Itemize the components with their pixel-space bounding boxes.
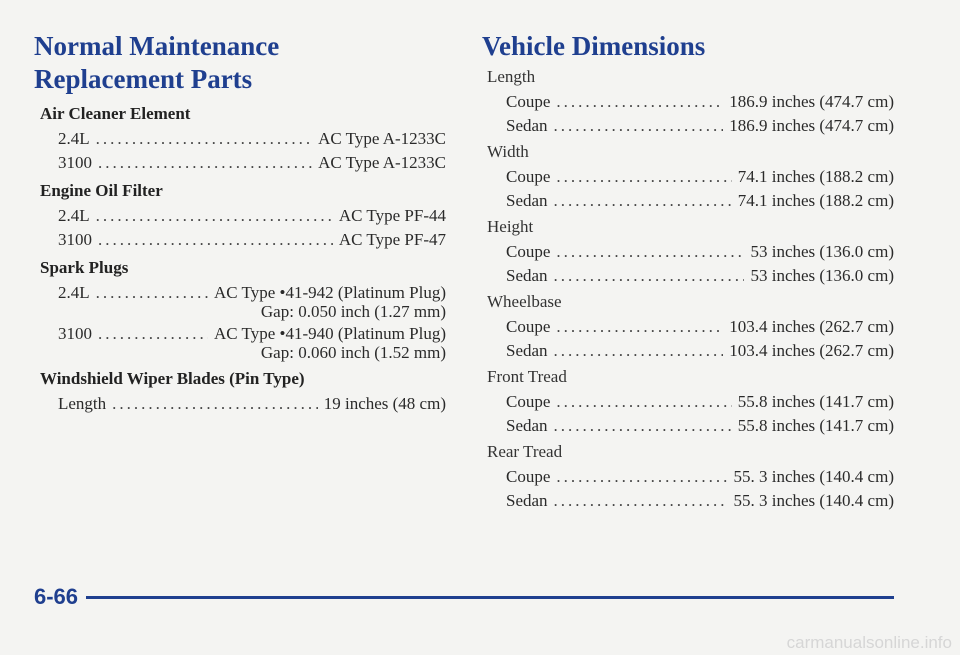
leader-dots (556, 165, 731, 189)
dimension-row-sedan (506, 339, 894, 363)
dimension-row-sedan (506, 264, 894, 288)
part-value: AC Type •41-940 (Platinum Plug) (213, 324, 446, 343)
dimension-row-sedan (506, 414, 894, 438)
oil-filter-heading: Engine Oil Filter (40, 181, 163, 200)
engine-label: 2.4L (58, 283, 90, 302)
part-value: AC Type •41-942 (Platinum Plug) (213, 283, 446, 302)
leader-dots (554, 339, 724, 363)
sedan-label: Sedan (506, 341, 548, 360)
dimension-heading: Width (487, 142, 529, 161)
spark-plug-gap: Gap: 0.060 inch (1.52 mm) (260, 343, 446, 362)
maintenance-title-line2: Replacement Parts (34, 64, 253, 94)
leader-dots (556, 315, 723, 339)
leader-dots (112, 392, 318, 416)
sedan-label: Sedan (506, 491, 548, 510)
part-value: AC Type A-1233C (318, 153, 446, 172)
dimension-row-coupe (506, 465, 894, 489)
dimension-row-coupe (506, 315, 894, 339)
leader-dots (96, 204, 333, 228)
leader-dots (556, 90, 723, 114)
watermark: carmanualsonline.info (786, 633, 952, 652)
dimensions-title: Vehicle Dimensions (482, 31, 706, 61)
dimension-row-coupe (506, 165, 894, 189)
wiper-blade-row (58, 392, 446, 416)
page-number: 6-66 (34, 584, 79, 609)
dimension-value: 55.8 inches (141.7 cm) (737, 416, 894, 435)
leader-dots (96, 281, 208, 305)
dimension-value: 74.1 inches (188.2 cm) (737, 191, 894, 210)
sedan-label: Sedan (506, 191, 548, 210)
footer-rule (86, 596, 894, 599)
leader-dots (98, 322, 208, 346)
maintenance-title-line1: Normal Maintenance (34, 31, 280, 61)
maintenance-title (34, 30, 454, 96)
leader-dots (556, 240, 744, 264)
dimension-row-sedan (506, 489, 894, 513)
dimension-value: 55. 3 inches (140.4 cm) (733, 467, 894, 486)
sedan-label: Sedan (506, 416, 548, 435)
page-footer (34, 584, 894, 610)
leader-dots (554, 489, 728, 513)
coupe-label: Coupe (506, 92, 551, 111)
parts-list (34, 104, 454, 416)
air-cleaner-row (58, 151, 446, 175)
dimensions-list (482, 67, 902, 513)
air-cleaner-heading: Air Cleaner Element (40, 104, 191, 123)
dimension-value: 55.8 inches (141.7 cm) (737, 392, 894, 411)
dimension-heading: Length (487, 67, 536, 86)
oil-filter-row (58, 204, 446, 228)
coupe-label: Coupe (506, 392, 551, 411)
dimension-row-coupe (506, 90, 894, 114)
dimension-heading: Rear Tread (487, 442, 563, 461)
dimension-value: 55. 3 inches (140.4 cm) (733, 491, 894, 510)
dimension-heading: Height (487, 217, 534, 236)
dimension-row-coupe (506, 240, 894, 264)
part-value: 19 inches (48 cm) (323, 394, 446, 413)
engine-label: 3100 (58, 153, 92, 172)
leader-dots (554, 264, 745, 288)
leader-dots (98, 151, 312, 175)
wiper-blades-heading: Windshield Wiper Blades (Pin Type) (40, 369, 305, 388)
vehicle-dimensions-column (482, 30, 902, 513)
coupe-label: Coupe (506, 242, 551, 261)
engine-label: 2.4L (58, 129, 90, 148)
dimension-heading: Wheelbase (487, 292, 562, 311)
engine-label: 3100 (58, 230, 92, 249)
dimension-value: 103.4 inches (262.7 cm) (729, 317, 894, 336)
dimension-value: 103.4 inches (262.7 cm) (729, 341, 894, 360)
oil-filter-row (58, 228, 446, 252)
leader-dots (96, 127, 312, 151)
spark-plugs-heading: Spark Plugs (40, 258, 129, 277)
leader-dots (554, 414, 732, 438)
spark-plug-gap: Gap: 0.050 inch (1.27 mm) (260, 302, 446, 321)
part-value: AC Type A-1233C (318, 129, 446, 148)
dimension-value: 53 inches (136.0 cm) (750, 266, 894, 285)
wiper-length-label: Length (58, 394, 107, 413)
dimension-row-sedan (506, 189, 894, 213)
part-value: AC Type PF-47 (338, 230, 446, 249)
dimension-row-coupe (506, 390, 894, 414)
dimension-value: 186.9 inches (474.7 cm) (729, 116, 894, 135)
sedan-label: Sedan (506, 266, 548, 285)
dimension-heading: Front Tread (487, 367, 567, 386)
dimension-row-sedan (506, 114, 894, 138)
air-cleaner-row (58, 127, 446, 151)
coupe-label: Coupe (506, 317, 551, 336)
coupe-label: Coupe (506, 167, 551, 186)
engine-label: 2.4L (58, 206, 90, 225)
dimension-value: 53 inches (136.0 cm) (750, 242, 894, 261)
engine-label: 3100 (58, 324, 92, 343)
leader-dots (556, 465, 727, 489)
leader-dots (554, 114, 724, 138)
dimension-value: 74.1 inches (188.2 cm) (737, 167, 894, 186)
leader-dots (556, 390, 731, 414)
coupe-label: Coupe (506, 467, 551, 486)
part-value: AC Type PF-44 (338, 206, 446, 225)
maintenance-parts-column (34, 30, 454, 416)
leader-dots (554, 189, 732, 213)
sedan-label: Sedan (506, 116, 548, 135)
leader-dots (98, 228, 333, 252)
dimension-value: 186.9 inches (474.7 cm) (729, 92, 894, 111)
